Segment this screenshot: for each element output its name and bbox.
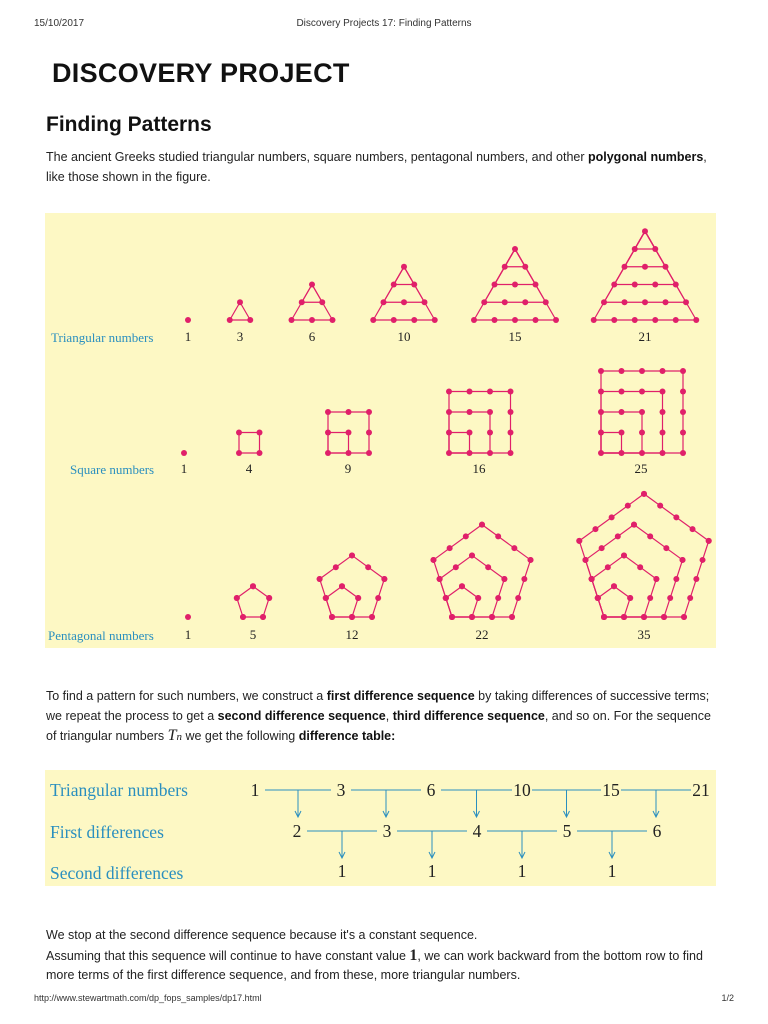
triangular-numbers-label: Triangular numbers <box>51 330 154 345</box>
triangular-value-5: 15 <box>602 780 620 800</box>
difference-table <box>45 770 716 886</box>
row-label-triangular: Triangular numbers <box>50 780 188 800</box>
triangular-dot <box>642 264 648 270</box>
triangular-dot <box>330 317 336 323</box>
square-dot <box>598 409 604 415</box>
triangular-dot <box>622 264 628 270</box>
square-dot <box>639 389 645 395</box>
square-dot <box>598 450 604 456</box>
pentagonal-dot <box>511 545 517 551</box>
triangular-dot <box>673 281 679 287</box>
pentagonal-number-1: 1 <box>184 627 192 642</box>
pentagonal-dot <box>369 614 375 620</box>
square-number-1: 1 <box>180 461 188 476</box>
pentagonal-dot <box>447 545 453 551</box>
square-dot <box>639 450 645 456</box>
square-dot <box>366 450 372 456</box>
triangular-dot <box>663 264 669 270</box>
pentagonal-dot <box>501 576 507 582</box>
triangular-dot <box>663 299 669 305</box>
pentagonal-number-4: 22 <box>475 627 489 642</box>
polygonal-numbers-figure-svg <box>45 213 716 648</box>
pentagonal-dot <box>653 576 659 582</box>
square-dot <box>639 430 645 436</box>
triangular-dot <box>471 317 477 323</box>
polygonal-numbers-figure <box>45 213 716 648</box>
triangular-dot <box>553 317 559 323</box>
pentagon-outline <box>446 586 462 598</box>
triangular-dot <box>632 317 638 323</box>
triangular-dot <box>432 317 438 323</box>
pentagonal-dot <box>641 491 647 497</box>
square-dot <box>467 409 473 415</box>
pentagonal-dot <box>647 533 653 539</box>
pentagon-outline <box>664 560 683 617</box>
pentagonal-dot <box>582 557 588 563</box>
triangular-dot <box>591 317 597 323</box>
triangular-value-6: 21 <box>692 780 710 800</box>
triangular-number-6: 21 <box>638 329 652 344</box>
pentagonal-number-2: 5 <box>249 627 257 642</box>
square-dot <box>181 450 187 456</box>
pentagon-outline <box>598 586 614 598</box>
triangular-dot <box>237 299 243 305</box>
square-dot <box>236 450 242 456</box>
square-dot <box>325 450 331 456</box>
square-dot <box>346 409 352 415</box>
pentagonal-dot <box>509 614 515 620</box>
triangular-dot <box>632 246 638 252</box>
square-dot <box>446 409 452 415</box>
square-dot <box>660 409 666 415</box>
pentagonal-dot <box>521 576 527 582</box>
conclusion-line-2: Assuming that this sequence will continue to have constant value 1, we can work backward from the bottom row to find more terms of the first difference sequence, and from these, more triangular numbers. <box>46 946 703 982</box>
pentagonal-dot <box>185 614 191 620</box>
triangular-number-3: 6 <box>308 329 316 344</box>
row-label-first-differences: First differences <box>50 822 164 842</box>
pentagonal-dot <box>673 576 679 582</box>
triangular-dot <box>391 281 397 287</box>
triangular-dot <box>481 299 487 305</box>
square-dot <box>366 430 372 436</box>
pentagon-outline <box>482 525 531 560</box>
pentagonal-number-3: 12 <box>345 627 359 642</box>
pentagon-outline <box>634 525 683 560</box>
first-difference-term: first difference sequence <box>326 689 475 703</box>
square-dot <box>680 368 686 374</box>
pentagonal-dot <box>375 595 381 601</box>
page-title: DISCOVERY PROJECT <box>52 58 350 88</box>
pentagonal-dot <box>625 503 631 509</box>
square-dot <box>680 450 686 456</box>
pentagonal-dot <box>349 614 355 620</box>
square-dot <box>680 430 686 436</box>
triangle-outline <box>373 267 404 320</box>
square-dot <box>446 430 452 436</box>
square-dot <box>680 389 686 395</box>
pentagonal-dot <box>641 614 647 620</box>
square-dot <box>487 450 493 456</box>
square-dot <box>346 430 352 436</box>
triangular-value-2: 3 <box>336 780 346 800</box>
square-dot <box>619 389 625 395</box>
square-dot <box>660 430 666 436</box>
pentagonal-number-5: 35 <box>637 627 651 642</box>
square-dot <box>325 430 331 436</box>
pentagonal-dot <box>266 595 272 601</box>
triangular-dot <box>370 317 376 323</box>
pentagonal-dot <box>637 564 643 570</box>
triangular-dot <box>622 299 628 305</box>
square-dot <box>639 409 645 415</box>
triangular-dot <box>642 299 648 305</box>
square-dot <box>487 409 493 415</box>
triangular-dot <box>611 281 617 287</box>
first-difference-3: 4 <box>472 821 482 841</box>
triangular-dot <box>422 299 428 305</box>
pentagonal-dot <box>333 564 339 570</box>
pentagonal-dot <box>601 614 607 620</box>
polygonal-numbers-term: polygonal numbers <box>587 150 704 164</box>
difference-table-svg <box>45 770 716 886</box>
first-difference-4: 5 <box>562 821 572 841</box>
square-number-3: 9 <box>344 461 352 476</box>
triangular-dot <box>247 317 253 323</box>
triangular-dot <box>522 299 528 305</box>
pentagon-outline <box>253 586 269 598</box>
pentagonal-dot <box>449 614 455 620</box>
pentagon-outline <box>326 586 342 598</box>
section-title: Finding Patterns <box>46 113 212 136</box>
triangular-dot <box>289 317 295 323</box>
square-dot <box>598 368 604 374</box>
square-dot <box>508 389 514 395</box>
triangular-value-3: 6 <box>426 780 436 800</box>
conclusion-paragraph <box>46 926 722 986</box>
triangular-number-1: 1 <box>184 329 192 344</box>
triangular-number-2: 3 <box>236 329 244 344</box>
triangular-dot <box>401 264 407 270</box>
pentagonal-dot <box>381 576 387 582</box>
square-dot <box>236 430 242 436</box>
square-dot <box>467 430 473 436</box>
pentagonal-dot <box>592 526 598 532</box>
second-difference-3: 1 <box>517 861 527 881</box>
pentagonal-dot <box>605 564 611 570</box>
pentagonal-dot <box>495 595 501 601</box>
square-dot <box>508 409 514 415</box>
print-date: 15/10/2017 <box>34 18 85 29</box>
pentagonal-dot <box>657 503 663 509</box>
triangular-dot <box>601 299 607 305</box>
triangle-outline <box>594 231 645 320</box>
triangular-dot <box>543 299 549 305</box>
triangular-dot <box>185 317 191 323</box>
pentagonal-dot <box>323 595 329 601</box>
pentagonal-dot <box>693 576 699 582</box>
pentagonal-dot <box>627 595 633 601</box>
pentagonal-dot <box>663 545 669 551</box>
pentagonal-dot <box>459 583 465 589</box>
pentagonal-dot <box>365 564 371 570</box>
constant-value: 1 <box>409 946 418 964</box>
first-difference-2: 3 <box>382 821 392 841</box>
triangle-outline <box>230 302 240 320</box>
square-dot <box>487 389 493 395</box>
pentagonal-dot <box>599 545 605 551</box>
pentagonal-dot <box>349 552 355 558</box>
triangular-value-4: 10 <box>513 780 531 800</box>
triangular-dot <box>512 281 518 287</box>
triangular-dot <box>492 281 498 287</box>
pentagonal-dot <box>495 533 501 539</box>
square-dot <box>598 389 604 395</box>
square-numbers-label: Square numbers <box>70 462 155 477</box>
square-dot <box>325 409 331 415</box>
square-dot <box>467 389 473 395</box>
pentagon-outline <box>512 560 531 617</box>
square-dot <box>446 450 452 456</box>
triangular-dot <box>533 317 539 323</box>
pentagonal-dot <box>576 538 582 544</box>
pentagonal-dot <box>647 595 653 601</box>
pentagonal-dot <box>260 614 266 620</box>
pentagonal-dot <box>595 595 601 601</box>
triangular-dot <box>309 317 315 323</box>
pentagonal-dot <box>479 522 485 528</box>
triangular-dot <box>401 299 407 305</box>
square-dot <box>619 450 625 456</box>
square-dot <box>660 389 666 395</box>
pentagonal-dot <box>355 595 361 601</box>
pentagonal-dot <box>611 583 617 589</box>
triangular-value-1: 1 <box>250 780 260 800</box>
triangular-dot <box>632 281 638 287</box>
triangular-dot <box>673 317 679 323</box>
pentagonal-numbers-label: Pentagonal numbers <box>48 628 154 643</box>
triangular-dot <box>502 299 508 305</box>
square-dot <box>346 450 352 456</box>
triangular-dot <box>512 246 518 252</box>
pentagonal-dot <box>680 557 686 563</box>
pentagon-outline <box>433 560 452 617</box>
second-difference-term: second difference sequence <box>217 708 386 723</box>
triangular-dot <box>522 264 528 270</box>
triangular-dot <box>319 299 325 305</box>
square-number-5: 25 <box>634 461 648 476</box>
triangular-number-5: 15 <box>508 329 522 344</box>
difference-table-term: difference table: <box>298 729 396 743</box>
second-difference-2: 1 <box>427 861 437 881</box>
triangular-dot <box>611 317 617 323</box>
triangular-dot <box>642 228 648 234</box>
square-dot <box>467 450 473 456</box>
pentagonal-dot <box>437 576 443 582</box>
pentagonal-dot <box>443 595 449 601</box>
pentagonal-dot <box>234 595 240 601</box>
pentagonal-dot <box>329 614 335 620</box>
pentagonal-dot <box>687 595 693 601</box>
pentagon-outline <box>462 586 478 598</box>
pentagonal-dot <box>250 583 256 589</box>
second-difference-1: 1 <box>337 861 347 881</box>
third-difference-term: third difference sequence <box>392 708 545 723</box>
print-title: Discovery Projects 17: Finding Patterns <box>296 18 472 29</box>
square-dot <box>598 430 604 436</box>
pentagonal-dot <box>609 514 615 520</box>
pentagonal-dot <box>589 576 595 582</box>
triangular-dot <box>492 317 498 323</box>
pentagonal-dot <box>515 595 521 601</box>
pentagonal-dot <box>528 557 534 563</box>
triangle-outline <box>240 302 250 320</box>
difference-paragraph: To find a pattern for such numbers, we construct a first difference sequence by taking differences of successive terms; we repeat the process to get a second difference sequence, third difference sequence, and so on. For the sequence of triangular numbers Tn we get the following difference table: <box>46 689 711 744</box>
triangular-dot <box>227 317 233 323</box>
square-dot <box>446 389 452 395</box>
triangular-dot <box>652 246 658 252</box>
pentagon-outline <box>342 586 358 598</box>
square-dot <box>508 450 514 456</box>
pentagonal-dot <box>485 564 491 570</box>
triangular-dot <box>309 281 315 287</box>
intro-paragraph: The ancient Greeks studied triangular numbers, square numbers, pentagonal numbers, and other polygonal numbers, like those shown in the figure. <box>46 150 707 184</box>
triangular-dot <box>299 299 305 305</box>
square-dot <box>487 430 493 436</box>
triangular-dot <box>652 281 658 287</box>
pentagonal-dot <box>317 576 323 582</box>
triangular-dot <box>502 264 508 270</box>
pentagonal-dot <box>631 522 637 528</box>
square-dot <box>257 450 263 456</box>
square-dot <box>660 450 666 456</box>
pentagonal-dot <box>240 614 246 620</box>
square-number-2: 4 <box>245 461 253 476</box>
pentagonal-dot <box>469 614 475 620</box>
pentagonal-dot <box>667 595 673 601</box>
square-dot <box>257 430 263 436</box>
pentagonal-dot <box>469 552 475 558</box>
square-dot <box>660 368 666 374</box>
first-difference-1: 2 <box>292 821 302 841</box>
triangle-outline <box>645 231 696 320</box>
triangular-number-4: 10 <box>397 329 411 344</box>
pentagonal-dot <box>615 533 621 539</box>
source-url[interactable]: http://www.stewartmath.com/dp_fops_samples/dp17.html <box>34 993 262 1003</box>
pentagonal-dot <box>661 614 667 620</box>
triangular-dot <box>381 299 387 305</box>
conclusion-line-1: We stop at the second difference sequence because it's a constant sequence. <box>46 928 478 942</box>
square-dot <box>619 368 625 374</box>
page-number: 1/2 <box>721 993 734 1003</box>
square-dot <box>366 409 372 415</box>
triangular-dot <box>411 281 417 287</box>
triangular-dot <box>693 317 699 323</box>
pentagonal-dot <box>339 583 345 589</box>
square-number-4: 16 <box>472 461 486 476</box>
square-dot <box>619 430 625 436</box>
pentagonal-dot <box>430 557 436 563</box>
tn-variable: Tn <box>167 727 182 744</box>
first-difference-5: 6 <box>652 821 662 841</box>
pentagonal-dot <box>681 614 687 620</box>
triangular-dot <box>391 317 397 323</box>
pentagon-outline <box>237 586 253 598</box>
triangular-dot <box>512 317 518 323</box>
triangle-outline <box>404 267 435 320</box>
pentagonal-dot <box>690 526 696 532</box>
square-dot <box>680 409 686 415</box>
square-dot <box>639 368 645 374</box>
pentagonal-dot <box>706 538 712 544</box>
square-dot <box>508 430 514 436</box>
triangular-dot <box>533 281 539 287</box>
pentagonal-dot <box>475 595 481 601</box>
row-label-second-differences: Second differences <box>50 863 184 883</box>
second-difference-4: 1 <box>607 861 617 881</box>
polygonal-dot-diagrams <box>181 228 712 620</box>
pentagonal-dot <box>453 564 459 570</box>
triangular-dot <box>411 317 417 323</box>
pentagonal-dot <box>463 533 469 539</box>
triangular-dot <box>652 317 658 323</box>
square-dot <box>619 409 625 415</box>
pentagonal-dot <box>621 552 627 558</box>
pentagonal-dot <box>700 557 706 563</box>
pentagon-outline <box>614 586 630 598</box>
pentagonal-dot <box>489 614 495 620</box>
pentagonal-dot <box>621 614 627 620</box>
pentagonal-dot <box>673 514 679 520</box>
triangular-dot <box>683 299 689 305</box>
